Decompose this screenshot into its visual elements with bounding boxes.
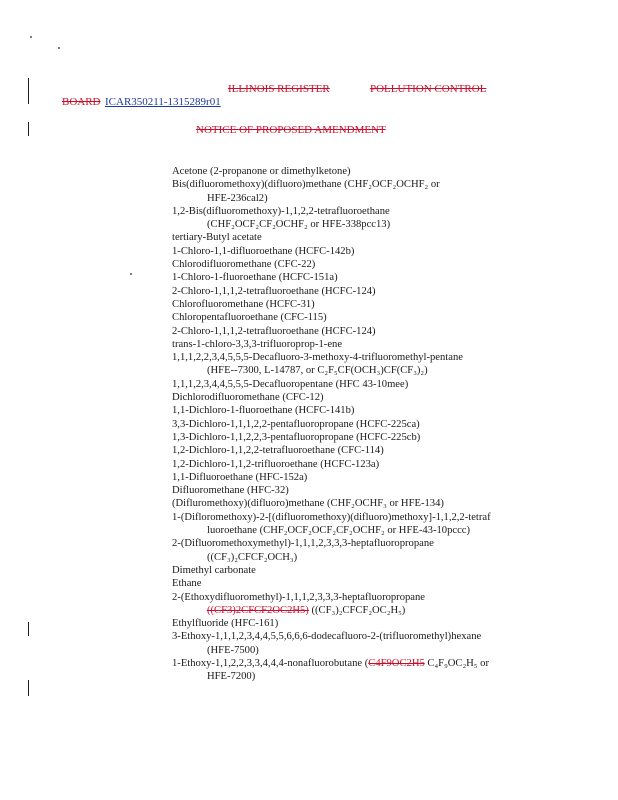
list-item: 1,3-Dichloro-1,1,2,2,3-pentafluoropropane (HCFC-225cb) (172, 431, 421, 443)
list-item: 1,2-Dichloro-1,1,2-trifluoroethane (HCFC-123a) (172, 458, 380, 470)
scan-speck (58, 47, 60, 49)
list-item: 1,2-Dichloro-1,1,2,2-tetrafluoroethane (CFC-114) (172, 445, 384, 457)
list-item: 1,1-Difluoroethane (HFC-152a) (172, 471, 308, 483)
list-item-continuation: HFE-7200) (207, 671, 256, 683)
list-item-text: 1-Ethoxy-1,1,2,2,3,3,4,4,4-nonafluorobutane ( (172, 657, 369, 669)
list-item: 1,1,1,2,3,4,4,5,5,5-Decafluoropentane (HFC 43-10mee) (172, 378, 409, 390)
list-item: 2-(Ethoxydifluoromethyl)-1,1,1,2,3,3,3-heptafluoropropane (172, 591, 426, 603)
list-item: 3-Ethoxy-1,1,1,2,3,4,4,5,5,6,6,6-dodecafluoro-2-(trifluoromethyl)hexane (172, 631, 482, 643)
list-item-continuation: HFE-236cal2) (207, 192, 268, 204)
list-item-continuation: (HFE--7300, L-14787, or C₂F₅CF(OCH₃)CF(CF₃)₂) (207, 365, 428, 377)
list-item: trans-1-chloro-3,3,3-trifluoroprop-1-ene (172, 338, 343, 350)
list-item: 2-(Difluoromethoxymethyl)-1,1,1,2,3,3,3-heptafluoropropane (172, 538, 434, 550)
list-item-continuation: luoroethane (CHF₂OCF₂OCF₂CF₂OCHF₂ or HFE-43-10pccc) (207, 525, 470, 537)
list-item: 1,1,1,2,2,3,4,5,5,5-Decafluoro-3-methoxy-4-trifluoromethyl-pentane (172, 352, 463, 364)
change-bar (28, 78, 29, 104)
list-item: Ethane (172, 578, 202, 590)
register-title: ILLINOIS REGISTER (228, 83, 330, 95)
list-item-continuation (172, 604, 592, 617)
list-item (172, 657, 592, 670)
list-item: tertiary-Butyl acetate (172, 232, 262, 244)
list-item: 2-Chloro-1,1,1,2-tetrafluoroethane (HCFC-124) (172, 325, 376, 337)
list-item: 1-Chloro-1,1-difluoroethane (HCFC-142b) (172, 245, 355, 257)
formula: C₄F₉OC₂H₅ or (424, 657, 489, 669)
list-item: 3,3-Dichloro-1,1,1,2,2-pentafluoropropane (HCFC-225ca) (172, 418, 420, 430)
list-item: Chlorofluoromethane (HCFC-31) (172, 298, 315, 310)
list-item: 1,1-Dichloro-1-fluoroethane (HCFC-141b) (172, 405, 355, 417)
change-bar (28, 680, 29, 696)
list-item-continuation: (HFE-7500) (207, 644, 259, 656)
formula: ((CF₃)₂CFCF₂OC₂H₅) (308, 604, 406, 616)
list-item: Dimethyl carbonate (172, 564, 256, 576)
change-bar (28, 622, 29, 636)
list-item: Dichlorodifluoromethane (CFC-12) (172, 392, 324, 404)
list-item: (Difluromethoxy)(difluoro)methane (CHF₂OCHF₃ or HFE-134) (172, 498, 444, 510)
list-item: 1,2-Bis(difluoromethoxy)-1,1,2,2-tetrafluoroethane (172, 205, 390, 217)
list-item: Difluoromethane (HFC-32) (172, 485, 289, 497)
scan-speck (30, 36, 32, 38)
board-title-part1: POLLUTION CONTROL (370, 83, 487, 95)
list-item: Chlorodifluoromethane (CFC-22) (172, 259, 316, 271)
list-item: 2-Chloro-1,1,1,2-tetrafluoroethane (HCFC-124) (172, 285, 376, 297)
deleted-formula: C4F9OC2H5 (368, 657, 425, 669)
deleted-formula: ((CF3)2CFCF2OC2H5) (207, 604, 309, 616)
compound-list (172, 165, 592, 684)
list-item-continuation: (CHF₂OCF₂CF₂OCHF₂ or HFE-338pcc13) (207, 219, 391, 231)
list-item: 1-(Difloromethoxy)-2-[(difluoromethoxy)(difluoro)methoxy]-1,1,2,2-tetraf (172, 511, 491, 523)
inserted-code: ICAR350211-1315289r01 (105, 96, 221, 108)
list-item-continuation: ((CF₃)₂CFCF₂OCH₃) (207, 551, 298, 563)
list-item: Chloropentafluoroethane (CFC-115) (172, 312, 327, 324)
change-bar (28, 122, 29, 136)
list-item: Bis(difluoromethoxy)(difluoro)methane (CHF₂OCF₂OCHF₂ or (172, 179, 440, 191)
list-item: 1-Chloro-1-fluoroethane (HCFC-151a) (172, 272, 338, 284)
scan-speck (130, 273, 132, 275)
notice-heading: NOTICE OF PROPOSED AMENDMENT (196, 124, 386, 136)
list-item: Acetone (2-propanone or dimethylketone) (172, 166, 351, 177)
board-title-part2: BOARD (62, 96, 101, 108)
list-item: Ethylfluoride (HFC-161) (172, 618, 279, 630)
